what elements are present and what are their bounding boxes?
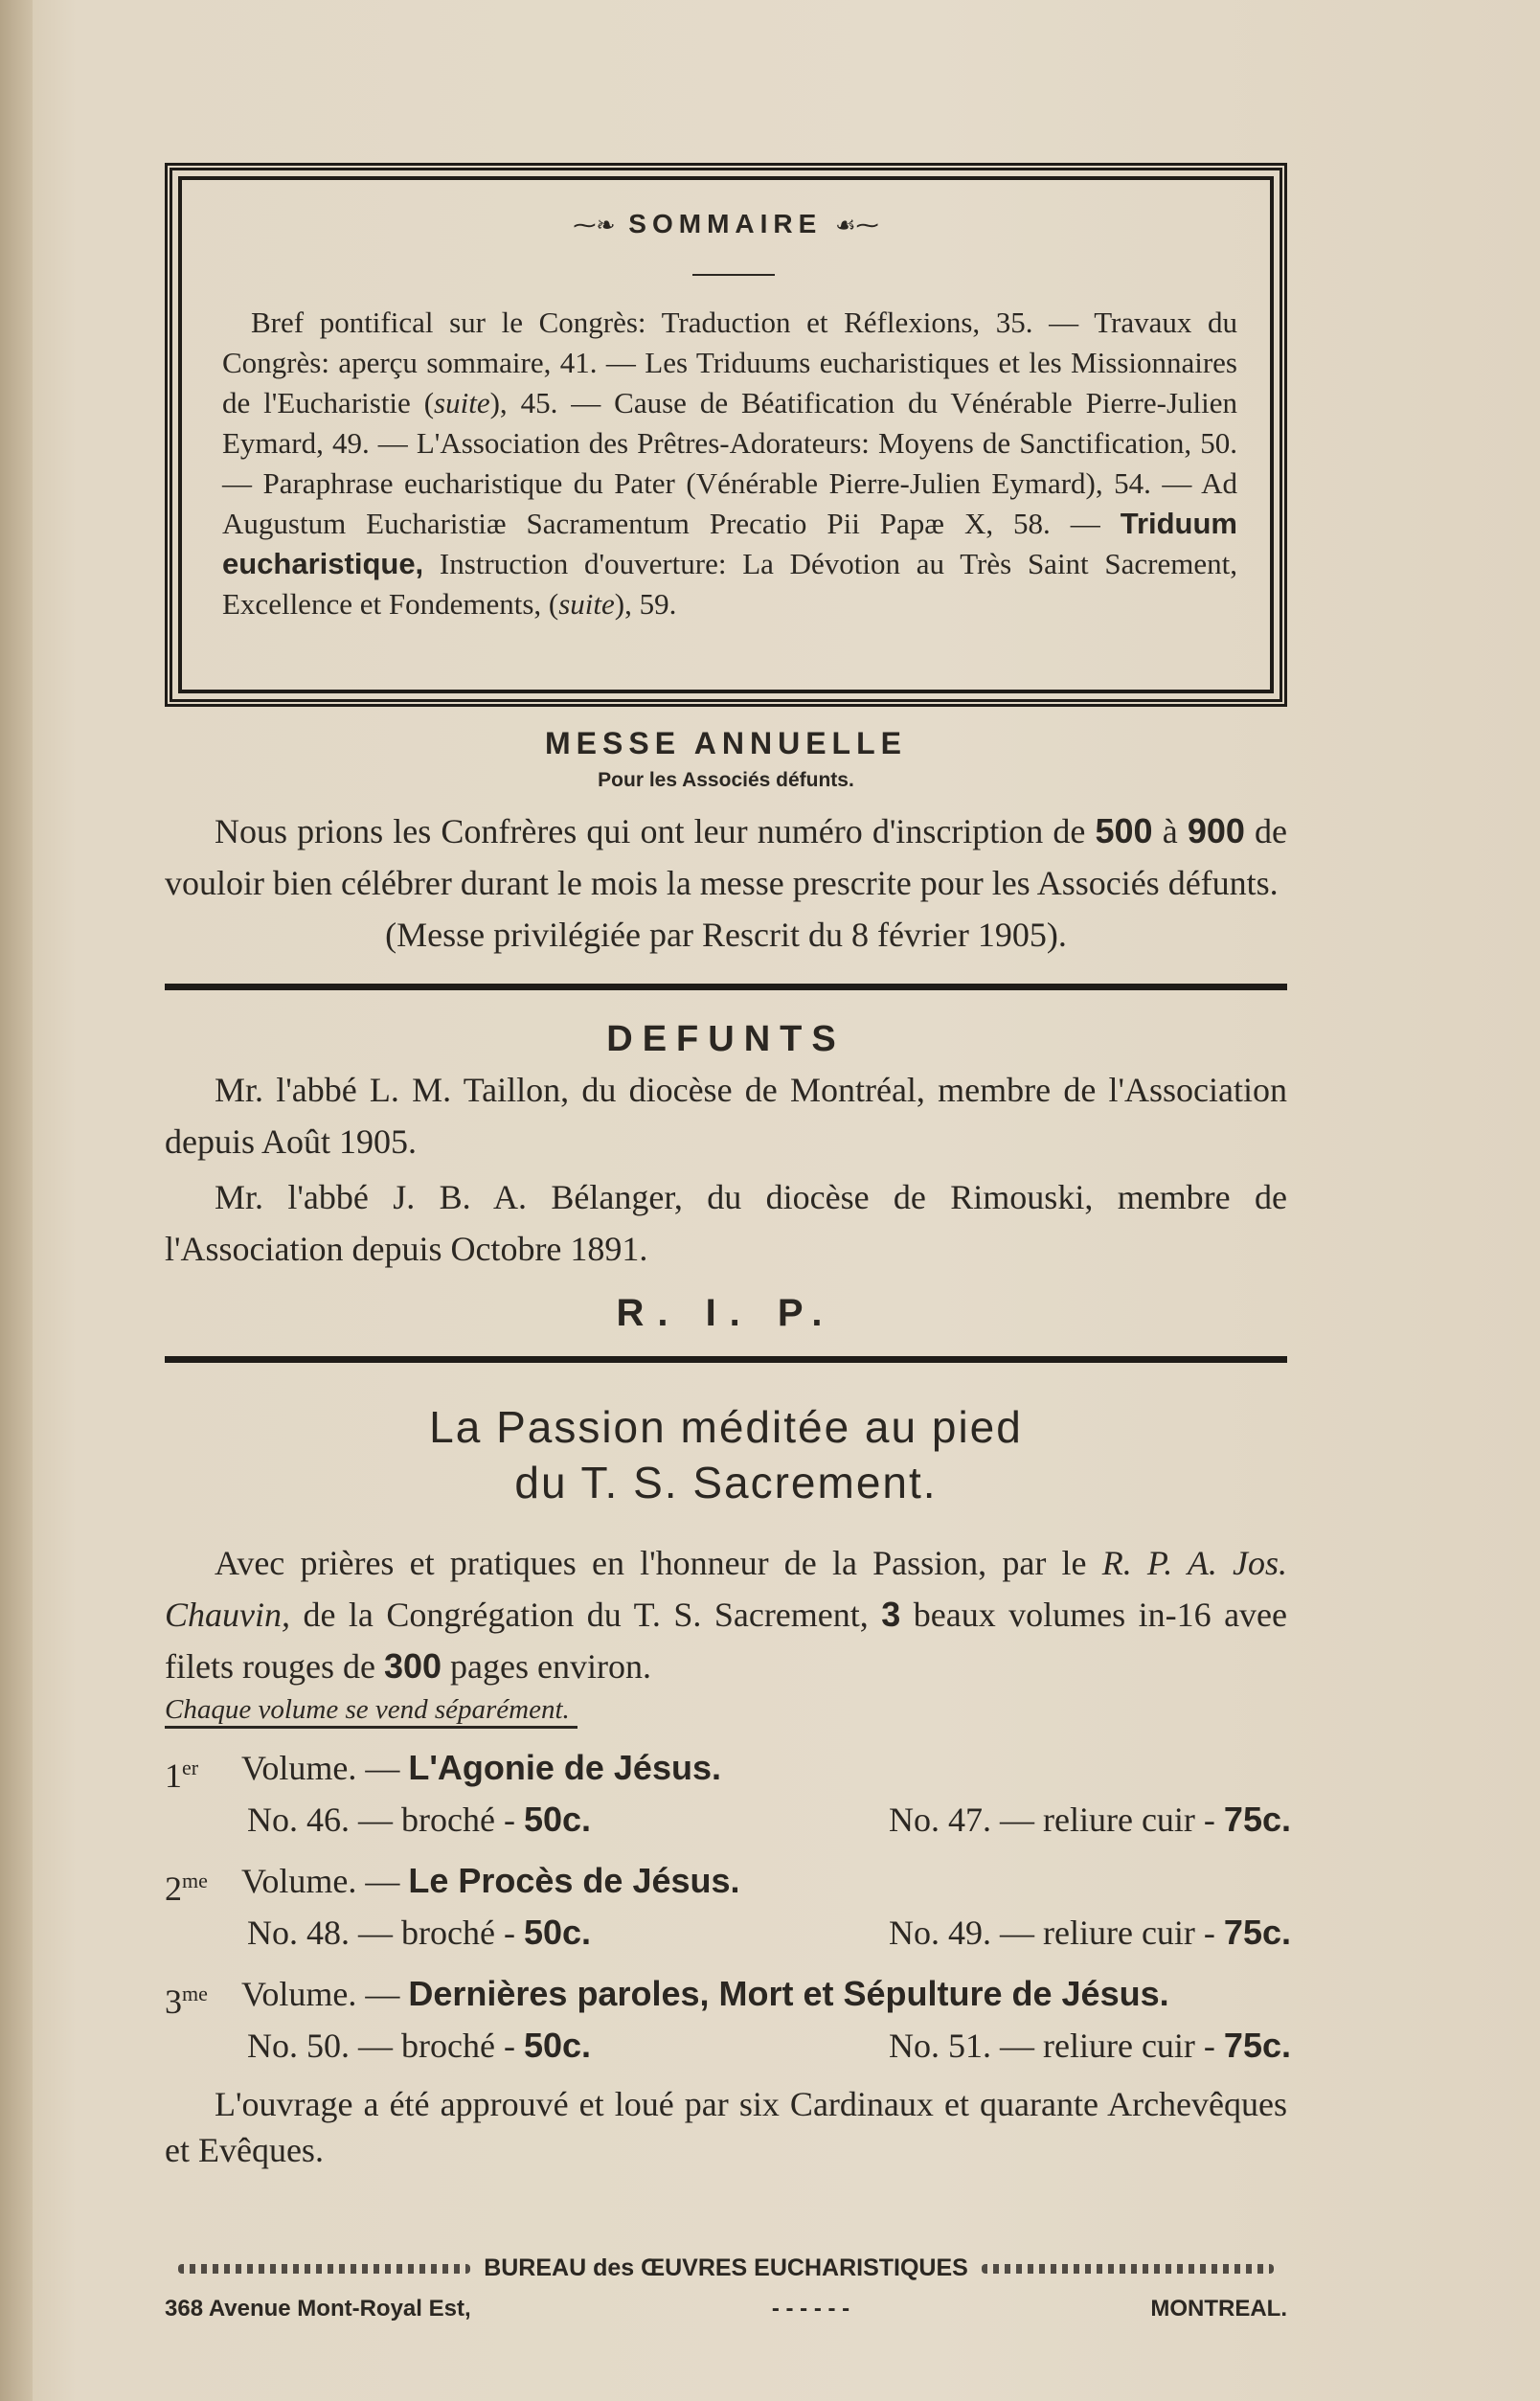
section-divider-2 — [165, 1356, 1287, 1363]
sommaire-title-text: SOMMAIRE — [628, 209, 823, 238]
volume-prices: No. 48. — broché - 50c. No. 49. — reliure cuir - 75c. — [247, 1913, 1291, 1952]
passion-body-d: pages environ. — [442, 1647, 651, 1686]
messe-body-c: de vouloir bien célébrer durant le mois la messe prescrite pour les Associés défunts. — [165, 812, 1287, 902]
volume-num: 3 — [165, 1982, 182, 2021]
volume-label: Volume. — — [241, 1862, 409, 1900]
price-a-label: No. 46. — broché — [247, 1801, 495, 1839]
passion-title-line2: du T. S. Sacrement. — [514, 1458, 938, 1507]
messe-num2: 900 — [1187, 811, 1245, 850]
wavy-ornament-left-icon — [178, 2264, 470, 2274]
sommaire-text-2: ), 45. — Cause de Béatification du Vénérable Pierre-Julien Eymard, 49. — L'Association des Prêtres-Adorateurs: Moyens de Sanctification, 50. — Paraphrase eucharistique du Pater (Vénérable Pierre-Julien Eymard), 54. — Ad Augustum Eucharistiæ Sacramentum Precatio Pii Papæ X, 58. — — [222, 386, 1237, 540]
messe-note: (Messe privilégiée par Rescrit du 8 février 1905). — [385, 916, 1067, 954]
approval-text: L'ouvrage a été approuvé et loué par six Cardinaux et quarante Archevêques et Evêques. — [165, 2085, 1287, 2169]
volume-num: 1 — [165, 1756, 182, 1795]
price-b: 75c. — [1223, 1913, 1291, 1952]
volume-title — [241, 1972, 1209, 2024]
passion-body-b: de la Congrégation du T. S. Sacrement, — [290, 1596, 882, 1634]
volume-sup: me — [182, 1869, 208, 1892]
content — [165, 163, 1291, 2173]
volume-sup: me — [182, 1982, 208, 2005]
passion-body-c: beaux volumes in-16 avee filets rouges de — [165, 1596, 1288, 1686]
volume-number — [165, 1859, 241, 1911]
wavy-ornament-right-icon — [982, 2264, 1274, 2274]
volume-2 — [165, 1859, 1291, 1955]
separate-sale-note: Chaque volume se vend séparément. — [165, 1694, 578, 1729]
footer-address-line — [165, 2296, 1287, 2322]
volume-prices: No. 46. — broché - 50c. No. 47. — reliure cuir - 75c. — [247, 1800, 1291, 1839]
passion-author: R. P. A. Jos. Chauvin, — [165, 1544, 1288, 1634]
passion-count: 3 — [881, 1595, 901, 1634]
passion-title-line1: La Passion méditée au pied — [429, 1402, 1023, 1452]
price-b-label: No. 47. — reliure cuir — [889, 1801, 1195, 1839]
sommaire-suite-1: suite — [434, 386, 490, 419]
price-b: 75c. — [1223, 2026, 1291, 2065]
footer-city: MONTREAL. — [1150, 2296, 1287, 2322]
price-b: 75c. — [1223, 1800, 1291, 1839]
price-a: 50c. — [523, 1800, 592, 1839]
sommaire-text — [222, 303, 1237, 624]
messe-num1: 500 — [1095, 811, 1153, 850]
messe-body-b: à — [1152, 812, 1188, 850]
price-b-label: No. 51. — reliure cuir — [889, 2027, 1195, 2065]
footer-address: 368 Avenue Mont-Royal Est, — [165, 2296, 471, 2322]
volume-1 — [165, 1746, 1291, 1842]
footer-bureau-line — [165, 2254, 1287, 2282]
messe-body — [165, 805, 1287, 909]
footer-dashes: - - - - - - — [771, 2296, 850, 2322]
volume-label: Volume. — — [241, 1749, 409, 1787]
sommaire-suite-2: suite — [558, 587, 615, 621]
volume-title-bold: L'Agonie de Jésus. — [408, 1748, 721, 1787]
footer-bureau: BUREAU des ŒUVRES EUCHARISTIQUES — [484, 2254, 968, 2281]
volume-3 — [165, 1972, 1291, 2068]
messe-body-a: Nous prions les Confrères qui ont leur numéro d'inscription de — [215, 812, 1096, 850]
price-a: 50c. — [523, 1913, 592, 1952]
defunt-entry-1: Mr. l'abbé L. M. Taillon, du diocèse de Montréal, membre de l'Association depuis Août 1905. — [165, 1071, 1287, 1161]
sommaire-text-4: ), 59. — [614, 587, 677, 621]
footer — [165, 2254, 1287, 2322]
binding-gutter — [0, 0, 33, 2401]
volume-title — [241, 1746, 721, 1798]
section-divider-1 — [165, 984, 1287, 990]
volume-title-bold: Le Procès de Jésus. — [408, 1861, 740, 1900]
price-a-label: No. 48. — broché — [247, 1914, 495, 1952]
volume-title — [241, 1859, 740, 1911]
volume-prices: No. 50. — broché - 50c. No. 51. — reliure cuir - 75c. — [247, 2026, 1291, 2065]
messe-subtitle: Pour les Associés défunts. — [598, 769, 854, 791]
volume-label: Volume. — — [241, 1975, 409, 2013]
rip: R. I. P. — [616, 1292, 836, 1334]
volume-title-bold: Dernières paroles, Mort et Sépulture de Jésus. — [408, 1974, 1169, 2013]
sommaire-text-3: Instruction d'ouverture: La Dévotion au Très Saint Sacrement, Excellence et Fondements, ( — [222, 547, 1237, 621]
passion-title — [165, 1399, 1287, 1510]
price-b-label: No. 49. — reliure cuir — [889, 1914, 1195, 1952]
defunts-title: DEFUNTS — [606, 1019, 846, 1059]
defunt-entry-2: Mr. l'abbé J. B. A. Bélanger, du diocèse de Rimouski, membre de l'Association depuis Octobre 1891. — [165, 1178, 1287, 1268]
passion-body-a: Avec prières et pratiques en l'honneur de la Passion, par le — [215, 1544, 1102, 1582]
volume-sup: er — [182, 1755, 199, 1779]
sommaire-bold: Triduum eucharistique, — [222, 507, 1237, 580]
ornament-right-icon: ☙⁓ — [835, 213, 879, 238]
messe-title: MESSE ANNUELLE — [545, 726, 907, 760]
passion-body — [165, 1537, 1287, 1692]
volume-number — [165, 1746, 241, 1798]
sommaire-rule — [692, 274, 775, 276]
sommaire-frame — [165, 163, 1287, 707]
price-a-label: No. 50. — broché — [247, 2027, 495, 2065]
volume-num: 2 — [165, 1869, 182, 1908]
sommaire-text-1: Bref pontifical sur le Congrès: Traduction et Réflexions, 35. — Travaux du Congrès: aperçu sommaire, 41. — Les Triduums eucharistiques et les Missionnaires de l'Eucharistie ( — [222, 306, 1237, 419]
sommaire-title — [172, 209, 1280, 239]
ornament-left-icon: ⁓❧ — [573, 213, 616, 238]
passion-pages: 300 — [383, 1646, 442, 1686]
price-a: 50c. — [523, 2026, 592, 2065]
volume-number — [165, 1972, 241, 2024]
